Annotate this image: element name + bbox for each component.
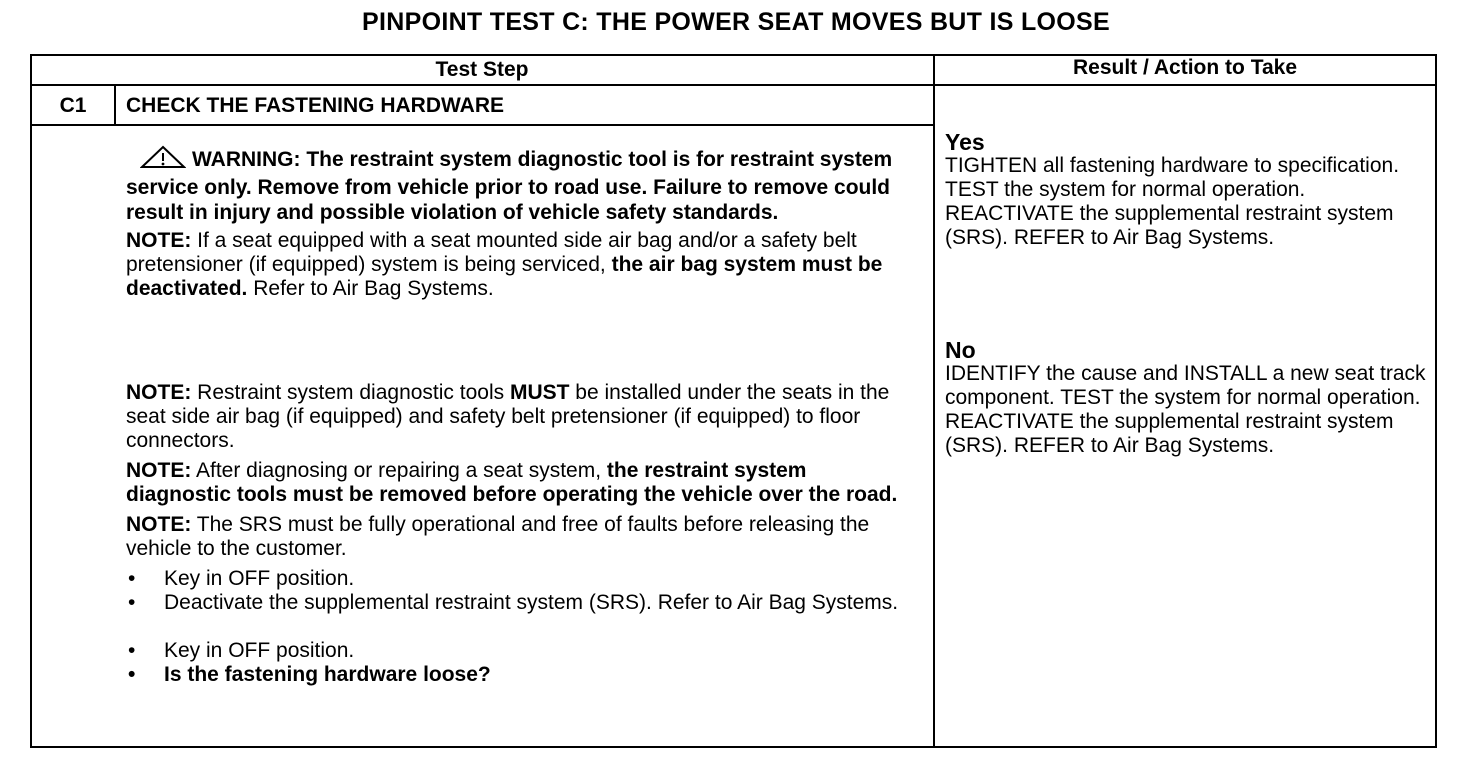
note-remove-tools: NOTE: After diagnosing or repairing a seat system, the restraint system diagnostic tools must be removed before operating the vehicle over the road.	[126, 459, 898, 506]
step-title: CHECK THE FASTENING HARDWARE	[126, 94, 505, 117]
warning-triangle-icon	[140, 145, 186, 175]
step-id: C1	[59, 94, 87, 117]
note-deactivate: NOTE: If a seat equipped with a seat mounted side air bag and/or a safety belt pretensioner (if equipped) system is being serviced, the air bag system must be deactivated. Refer to Air Bag Systems.	[126, 229, 883, 300]
list-item-question: • Is the fastening hardware loose?	[128, 663, 491, 686]
yes-action: TIGHTEN all fastening hardware to specification. TEST the system for normal operation. REACTIVATE the supplemental restraint system (SRS). REFER to Air Bag Systems.	[945, 154, 1400, 249]
step-title-divider	[30, 124, 933, 126]
warning-block	[126, 145, 916, 301]
list-item: • Deactivate the supplemental restraint system (SRS). Refer to Air Bag Systems.	[128, 591, 899, 614]
column-divider	[933, 54, 935, 748]
list-item: • Key in OFF position.	[128, 639, 355, 662]
yes-label: Yes	[945, 129, 985, 155]
result-yes	[945, 130, 1430, 250]
page-title: PINPOINT TEST C: THE POWER SEAT MOVES BUT IS LOOSE	[362, 8, 1110, 36]
note-diagnostic-tools: NOTE: Restraint system diagnostic tools MUST be installed under the seats in the seat side air bag (if equipped) and safety belt pretensioner (if equipped) to floor connectors.	[126, 381, 890, 452]
list-item: • Key in OFF position.	[128, 567, 355, 590]
bullet-icon: •	[128, 639, 136, 662]
bullet-icon: •	[128, 591, 136, 614]
step-id-divider	[114, 84, 116, 124]
warning-text: WARNING: The restraint system diagnostic tool is for restraint system service only. Remove from vehicle prior to road use. Failure to remove could result in injury and possible violation of vehicle safety standards.	[126, 148, 893, 224]
bullet-icon: •	[128, 663, 136, 686]
result-no	[945, 338, 1430, 458]
header-test-step: Test Step	[435, 58, 529, 81]
header-divider	[30, 84, 1437, 86]
bullet-icon: •	[128, 567, 136, 590]
no-action: IDENTIFY the cause and INSTALL a new seat track component. TEST the system for normal operation. REACTIVATE the supplemental restraint system (SRS). REFER to Air Bag Systems.	[945, 362, 1426, 457]
notes-block	[126, 381, 916, 687]
note-srs-operational: NOTE: The SRS must be fully operational and free of faults before releasing the vehicle to the customer.	[126, 513, 870, 560]
header-result-action: Result / Action to Take	[1072, 56, 1298, 79]
no-label: No	[945, 337, 976, 363]
